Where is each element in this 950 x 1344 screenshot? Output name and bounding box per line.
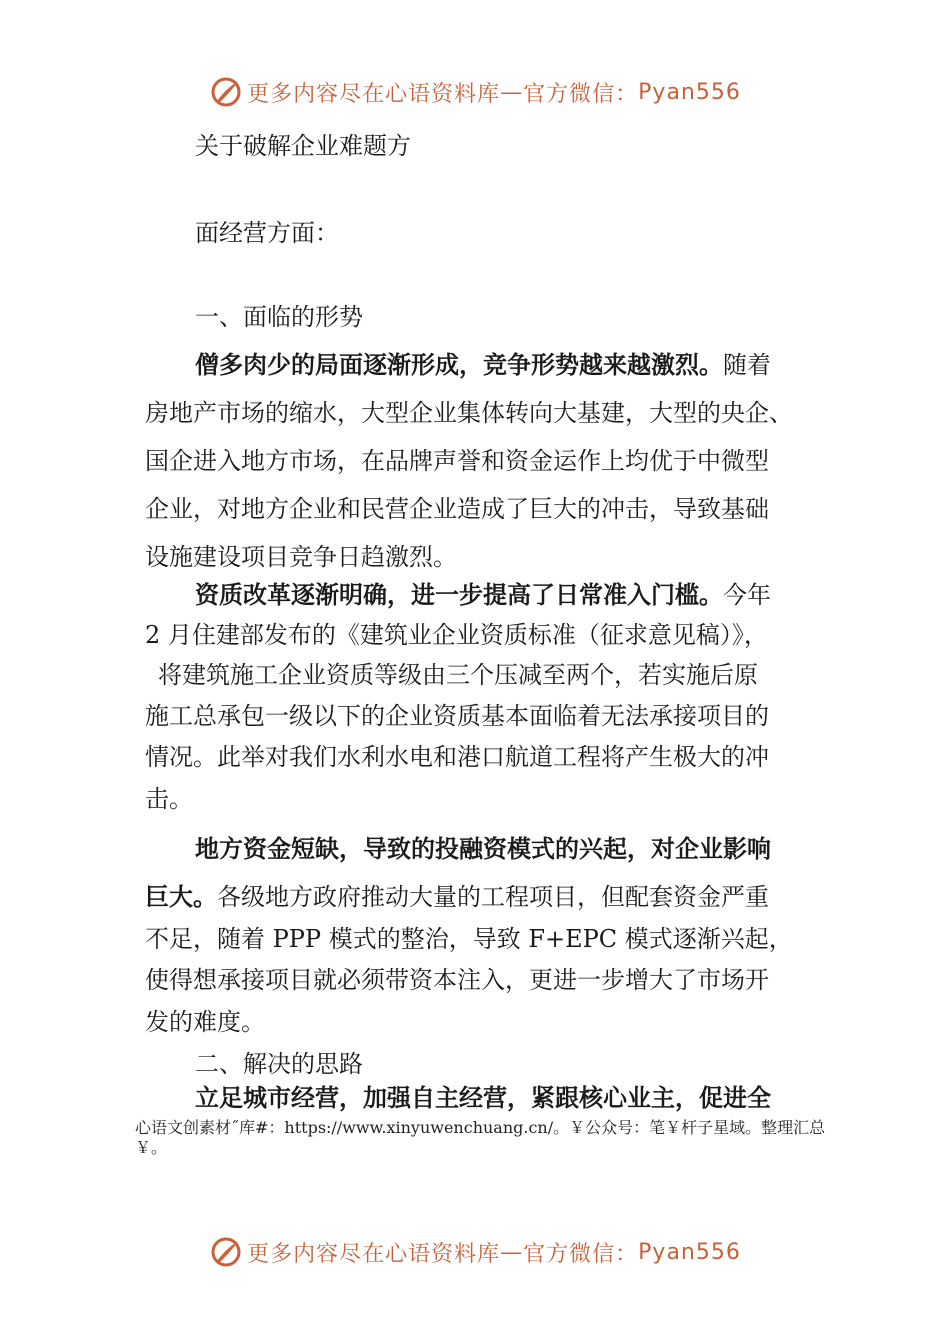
paragraph-3-line-1	[145, 882, 769, 912]
paragraph-4-bold-line-1: 立足城市经营，加强自主经营，紧跟核心业主，促进全	[195, 1084, 771, 1112]
banner-main-text: 更多内容尽在心语资料库	[247, 81, 501, 107]
paragraph-2-line-4: 施工总承包一级以下的企业资质基本面临着无法承接项目的	[145, 702, 769, 730]
footnote-source: 心语文创素材˝库#：https://www.xinyuwenchuang.cn/。￥公众号：笔￥杆子星域。整理汇总￥。	[135, 1118, 826, 1157]
doc-title-line-2: 面经营方面：	[195, 219, 339, 247]
banner-wechat-id: Pyan556	[638, 1239, 741, 1265]
doc-title-line-1: 关于破解企业难题方	[195, 132, 411, 160]
banner-separator: —	[500, 79, 524, 105]
paragraph-1-bold-lead: 僧多肉少的局面逐渐形成，竞争形势越来越激烈。	[195, 351, 723, 379]
paragraph-1-line-4: 企业，对地方企业和民营企业造成了巨大的冲击，导致基础	[145, 495, 769, 523]
banner-separator: —	[500, 1239, 524, 1265]
banner-main-text: 更多内容尽在心语资料库	[247, 1241, 501, 1267]
paragraph-3-line-3: 使得想承接项目就必须带资本注入，更进一步增大了市场开	[145, 966, 769, 994]
paragraph-1-line-1	[195, 350, 771, 380]
quill-logo-icon	[209, 75, 243, 109]
paragraph-2-line-3: 将建筑施工企业资质等级由三个压减至两个，若实施后原	[158, 661, 758, 689]
paragraph-1-line-3: 国企进入地方市场，在品牌声誉和资金运作上均优于中微型	[145, 447, 769, 475]
paragraph-3-line-2: 不足，随着 PPP 模式的整治，导致 F+EPC 模式逐渐兴起，	[145, 925, 793, 953]
paragraph-1-line-2: 房地产市场的缩水，大型企业集体转向大基建，大型的央企、	[145, 399, 793, 427]
banner-wechat-id: Pyan556	[638, 79, 741, 105]
paragraph-1-line-5: 设施建设项目竞争日趋激烈。	[145, 543, 457, 571]
banner-wechat-label: 官方微信：	[523, 81, 639, 107]
quill-logo-icon	[209, 1235, 243, 1269]
paragraph-2-text: 今年	[723, 581, 771, 609]
paragraph-2-line-2: 2 月住建部发布的《建筑业企业资质标准（征求意见稿）》，	[145, 621, 768, 649]
section-heading-1: 一、面临的形势	[195, 303, 363, 331]
paragraph-3-bold-line-1: 地方资金短缺，导致的投融资模式的兴起，对企业影响	[195, 835, 771, 863]
paragraph-2-line-1	[195, 580, 771, 610]
paragraph-1-text: 随着	[723, 351, 771, 379]
paragraph-3-text: 各级地方政府推动大量的工程项目，但配套资金严重	[217, 883, 769, 911]
paragraph-2-line-6: 击。	[145, 785, 193, 813]
paragraph-3-bold-tail: 巨大。	[145, 883, 217, 911]
banner-wechat-label: 官方微信：	[523, 1241, 639, 1267]
header-watermark-banner	[0, 72, 950, 112]
paragraph-2-bold-lead: 资质改革逐渐明确，进一步提高了日常准入门槛。	[195, 581, 723, 609]
footer-watermark-banner	[0, 1232, 950, 1272]
paragraph-3-line-4: 发的难度。	[145, 1008, 265, 1036]
paragraph-2-line-5: 情况。此举对我们水利水电和港口航道工程将产生极大的冲	[145, 743, 769, 771]
section-heading-2: 二、解决的思路	[195, 1050, 363, 1078]
